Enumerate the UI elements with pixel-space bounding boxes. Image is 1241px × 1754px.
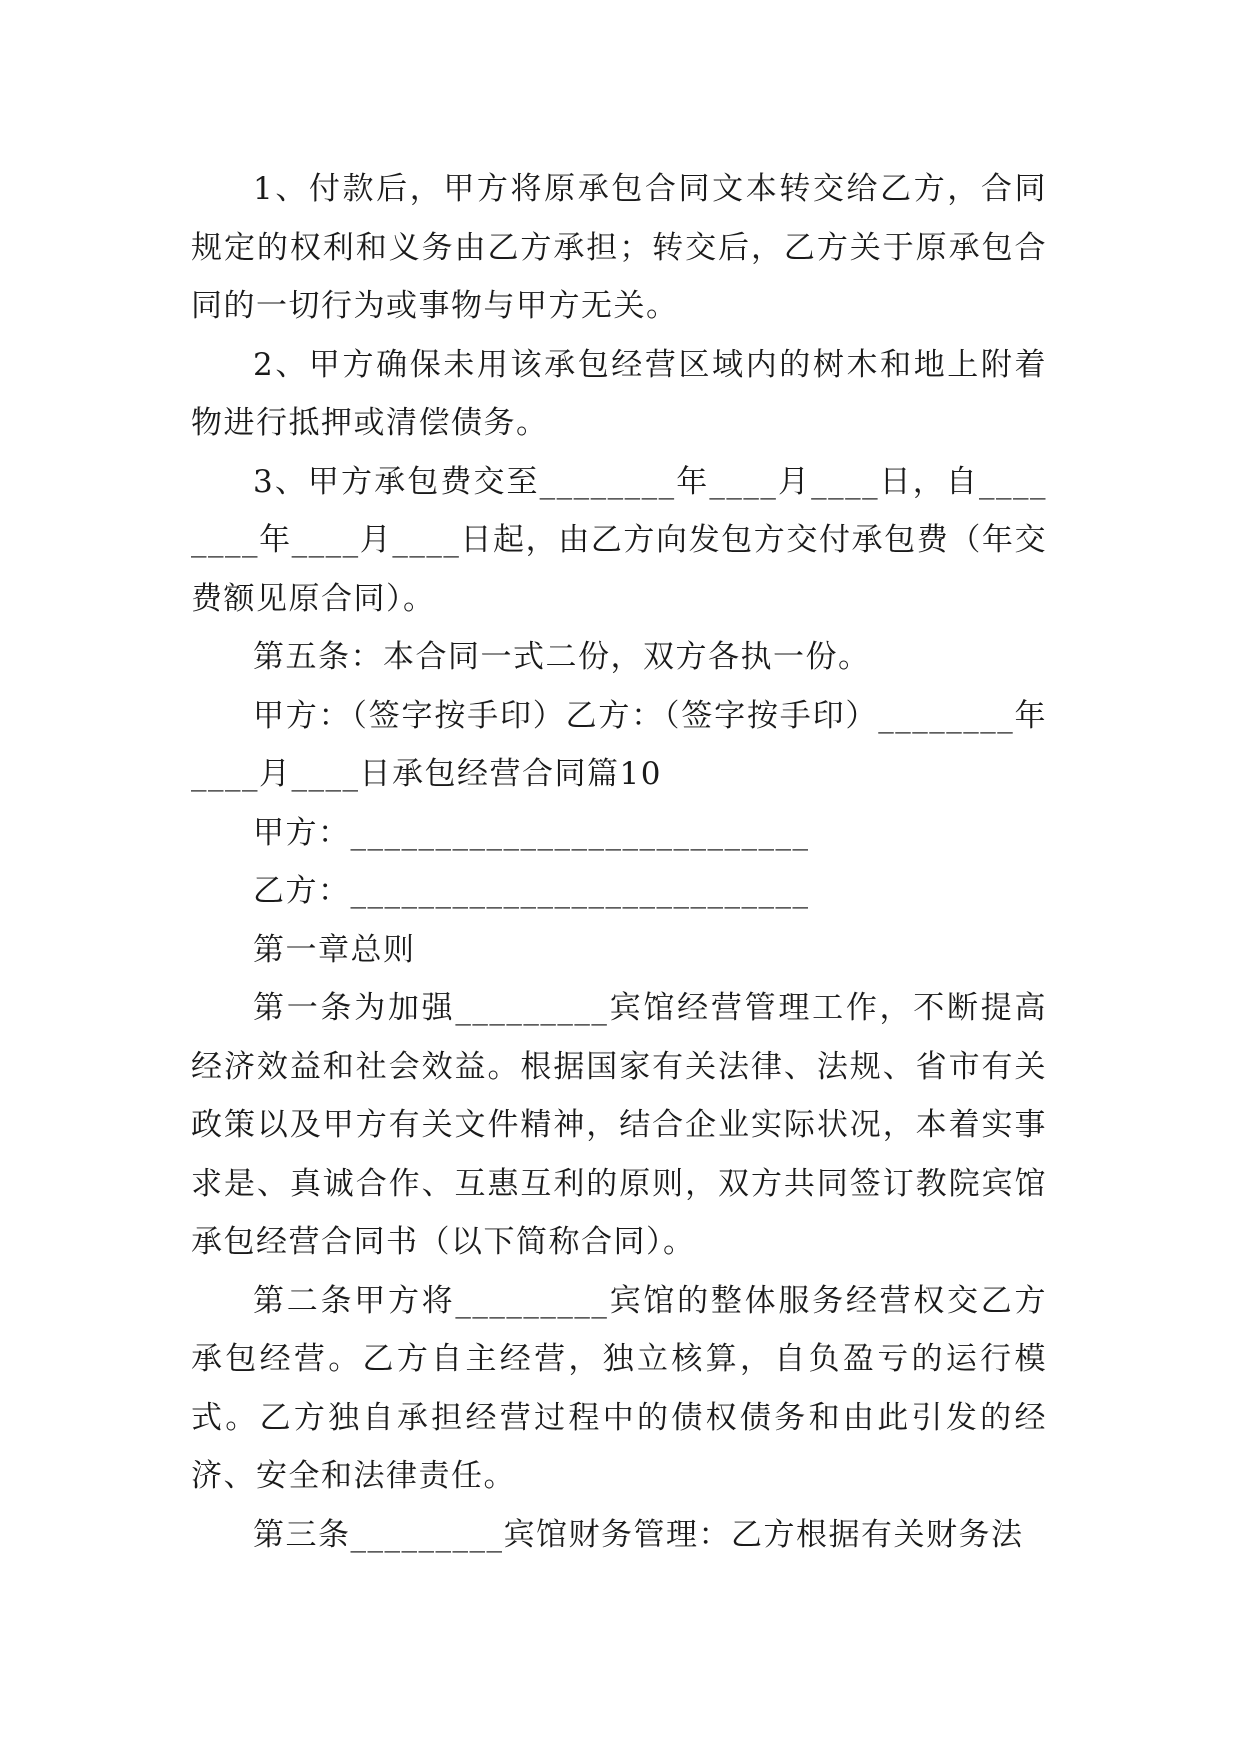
paragraph-fee-dates: 3、甲方承包费交至________年____月____日，自________年____月____日起，由乙方向发包方交付承包费（年交费额见原合同）。 bbox=[191, 463, 1047, 617]
paragraph-payment-transfer: 1、付款后，甲方将原承包合同文本转交给乙方，合同规定的权利和义务由乙方承担；转交后，乙方关于原承包合同的一切行为或事物与甲方无关。 bbox=[191, 171, 1047, 324]
paragraph-article-five: 第五条：本合同一式二份，双方各执一份。 bbox=[253, 639, 871, 675]
document-page bbox=[191, 160, 1047, 1564]
party-b-line: 乙方：___________________________ bbox=[253, 873, 810, 909]
chapter-one-heading: 第一章总则 bbox=[253, 931, 416, 968]
paragraph-article-one: 第一条为加强_________宾馆经营管理工作，不断提高经济效益和社会效益。根据国家有关法律、法规、省市有关政策以及甲方有关文件精神，结合企业实际状况，本着实事求是、真诚合作、互惠互利的原则，双方共同签订教院宾馆承包经营合同书（以下简称合同）。 bbox=[191, 990, 1047, 1260]
paragraph-article-three: 第三条_________宾馆财务管理：乙方根据有关财务法 bbox=[253, 1516, 1024, 1553]
paragraph-article-two: 第二条甲方将_________宾馆的整体服务经营权交乙方承包经营。乙方自主经营，独立核算，自负盈亏的运行模式。乙方独自承担经营过程中的债权债务和由此引发的经济、安全和法律责任。 bbox=[191, 1282, 1047, 1494]
paragraph-signatures: 甲方：（签字按手印）乙方：（签字按手印）________年____月____日承包经营合同篇10 bbox=[191, 697, 1047, 792]
party-a-line: 甲方：___________________________ bbox=[253, 814, 810, 851]
paragraph-no-mortgage: 2、甲方确保未用该承包经营区域内的树木和地上附着物进行抵押或清偿债务。 bbox=[191, 346, 1047, 441]
